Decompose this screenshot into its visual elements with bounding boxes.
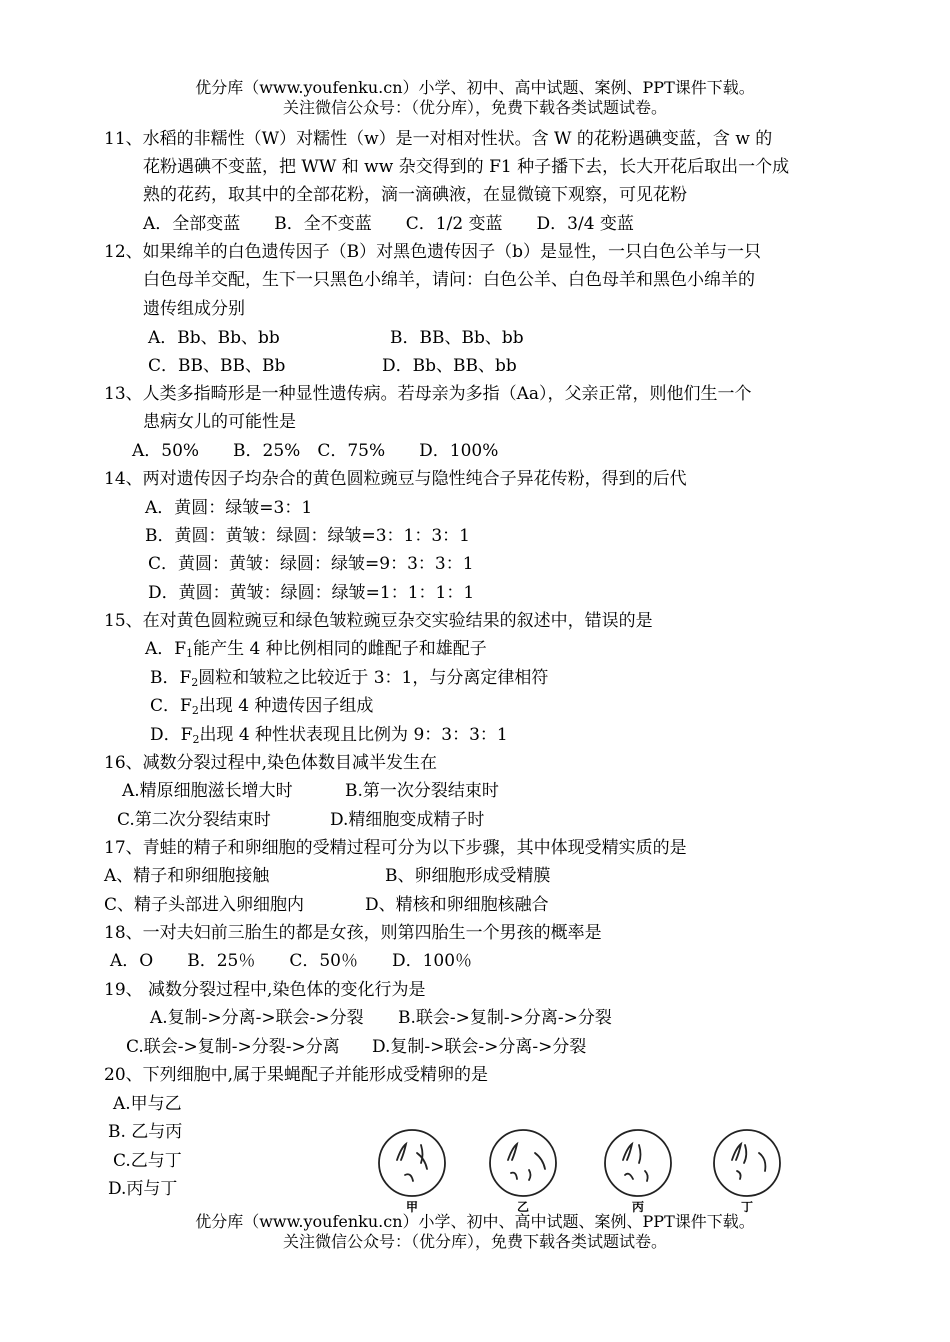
q15-option-c: C．$F_2$出现 4 种遗传因子组成 bbox=[150, 696, 374, 717]
q12-line2: 白色母羊交配，生下一只黑色小绵羊，请问：白色公羊、白色母羊和黑色小绵羊的 bbox=[143, 270, 755, 290]
q15-option-b: B．$F_2$圆粒和皱粒之比较近于 3：1，与分离定律相符 bbox=[150, 668, 549, 689]
q19-option-d: D.复制->联会->分离->分裂 bbox=[372, 1037, 587, 1057]
cell-label-ding: 丁 bbox=[740, 1200, 754, 1214]
q20-option-c: C.乙与丁 bbox=[113, 1151, 182, 1171]
q14-option-c: C．黄圆：黄皱：绿圆：绿皱=9：3：3：1 bbox=[148, 554, 474, 574]
q13-options: A．50% B．25% C．75% D．100% bbox=[132, 441, 499, 461]
q16-option-b: B.第一次分裂结束时 bbox=[345, 781, 499, 801]
q12-line3: 遗传组成分别 bbox=[143, 299, 245, 319]
q20-option-a: A.甲与乙 bbox=[113, 1094, 182, 1114]
q17-option-c: C、精子头部进入卵细胞内 bbox=[104, 895, 305, 915]
q14-option-b: B．黄圆：黄皱：绿圆：绿皱=3：1：3：1 bbox=[145, 526, 470, 546]
cell-label-jia: 甲 bbox=[405, 1200, 419, 1214]
cell-jia bbox=[379, 1130, 445, 1196]
q12-option-b: B．BB、Bb、bb bbox=[390, 328, 524, 348]
q12-option-d: D．Bb、BB、bb bbox=[382, 356, 517, 376]
cell-yi bbox=[490, 1130, 556, 1196]
q14-option-d: D．黄圆：黄皱：绿圆：绿皱=1：1：1：1 bbox=[148, 583, 475, 603]
q13-line2: 患病女儿的可能性是 bbox=[143, 412, 296, 432]
page-header-line2: 关注微信公众号：（优分库），免费下载各类试题试卷。 bbox=[282, 98, 667, 117]
q15-option-d: D．$F_2$出现 4 种性状表现且比例为 9：3：3：1 bbox=[150, 725, 508, 746]
page-header-line1: 优分库（www.youfenku.cn）小学、初中、高中试题、案例、PPT课件下载。 bbox=[195, 78, 755, 97]
q19-option-b: B.联会->复制->分离->分裂 bbox=[398, 1008, 612, 1028]
q15-stem: 15、在对黄色圆粒豌豆和绿色皱粒豌豆杂交实验结果的叙述中，错误的是 bbox=[104, 611, 653, 631]
q18-stem: 18、一对夫妇前三胎生的都是女孩，则第四胎生一个男孩的概率是 bbox=[104, 923, 602, 943]
q19-option-c: C.联会->复制->分裂->分离 bbox=[126, 1037, 340, 1057]
q16-option-c: C.第二次分裂结束时 bbox=[117, 810, 271, 830]
q18-options: A．O B．25％ C．50％ D．100％ bbox=[110, 951, 473, 971]
q17-option-a: A、精子和卵细胞接触 bbox=[104, 866, 270, 886]
cell-label-bing: 丙 bbox=[631, 1200, 645, 1214]
q15-option-a: A．$F_1$能产生 4 种比例相同的雌配子和雄配子 bbox=[145, 639, 487, 660]
cell-ding bbox=[714, 1130, 780, 1196]
q20-stem: 20、下列细胞中,属于果蝇配子并能形成受精卵的是 bbox=[104, 1065, 489, 1085]
q19-stem: 19、 减数分裂过程中,染色体的变化行为是 bbox=[104, 980, 426, 1000]
q12-option-c: C．BB、BB、Bb bbox=[148, 356, 286, 376]
q20-option-d: D.丙与丁 bbox=[108, 1179, 178, 1199]
q12-line1: 12、如果绵羊的白色遗传因子（B）对黑色遗传因子（b）是显性，一只白色公羊与一只 bbox=[104, 242, 762, 262]
q17-option-d: D、精核和卵细胞核融合 bbox=[365, 895, 549, 915]
page-footer-line2: 关注微信公众号：（优分库），免费下载各类试题试卷。 bbox=[282, 1232, 667, 1251]
page-footer-line1: 优分库（www.youfenku.cn）小学、初中、高中试题、案例、PPT课件下载。 bbox=[195, 1212, 755, 1231]
q19-option-a: A.复制->分离->联会->分裂 bbox=[150, 1008, 364, 1028]
q11-line3: 熟的花药，取其中的全部花粉，滴一滴碘液，在显微镜下观察，可见花粉 bbox=[143, 185, 687, 205]
q20-cell-figure bbox=[375, 1115, 800, 1220]
cell-label-yi: 乙 bbox=[516, 1200, 530, 1214]
q11-options: A．全部变蓝 B．全不变蓝 C．1/2 变蓝 D．3/4 变蓝 bbox=[143, 214, 634, 234]
q14-option-a: A．黄圆：绿皱=3：1 bbox=[145, 498, 313, 518]
q12-option-a: A．Bb、Bb、bb bbox=[148, 328, 280, 348]
cell-bing bbox=[605, 1130, 671, 1196]
q11-line1: 11、水稻的非糯性（W）对糯性（w）是一对相对性状。含 W 的花粉遇碘变蓝，含 w 的 bbox=[104, 129, 773, 149]
q16-stem: 16、减数分裂过程中,染色体数目减半发生在 bbox=[104, 753, 438, 773]
q11-line2: 花粉遇碘不变蓝，把 WW 和 ww 杂交得到的 F1 种子播下去，长大开花后取出一个成 bbox=[143, 157, 790, 177]
q16-option-d: D.精细胞变成精子时 bbox=[330, 810, 485, 830]
q16-option-a: A.精原细胞滋长增大时 bbox=[122, 781, 293, 801]
q17-stem: 17、青蛙的精子和卵细胞的受精过程可分为以下步骤，其中体现受精实质的是 bbox=[104, 838, 687, 858]
q13-line1: 13、人类多指畸形是一种显性遗传病。若母亲为多指（Aa），父亲正常，则他们生一个 bbox=[104, 384, 752, 404]
q17-option-b: B、卵细胞形成受精膜 bbox=[385, 866, 551, 886]
q14-stem: 14、两对遗传因子均杂合的黄色圆粒豌豆与隐性纯合子异花传粉，得到的后代 bbox=[104, 469, 687, 489]
q20-option-b: B. 乙与丙 bbox=[108, 1122, 183, 1142]
